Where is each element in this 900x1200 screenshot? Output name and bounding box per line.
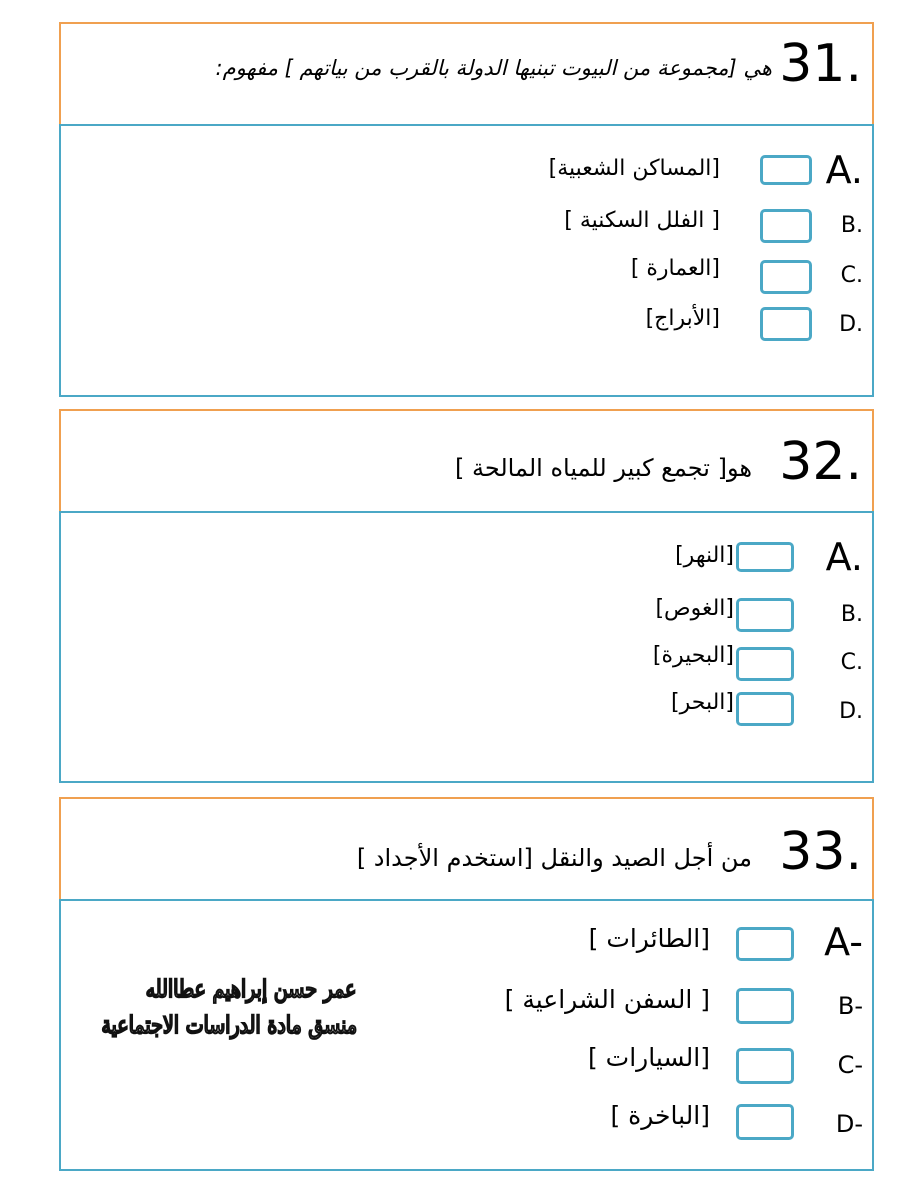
option-32-c-text: [البحيرة] <box>652 643 734 668</box>
option-32-b-checkbox[interactable] <box>736 598 794 632</box>
option-31-a-letter: A. <box>825 148 863 192</box>
option-33-c-checkbox[interactable] <box>736 1048 794 1084</box>
question-33-text: من أجل الصيد والنقل [استخدم الأجداد ] <box>356 844 752 872</box>
option-31-d-checkbox[interactable] <box>760 307 812 341</box>
option-31-c-letter: C. <box>840 263 863 288</box>
option-31-d-letter: D. <box>839 312 863 337</box>
question-32-number: 32. <box>779 432 862 492</box>
option-33-b-letter: B- <box>837 992 863 1020</box>
option-32-b-text: [الغوص] <box>655 596 734 621</box>
option-33-a-checkbox[interactable] <box>736 927 794 961</box>
teacher-signature <box>101 972 357 1103</box>
option-32-a-checkbox[interactable] <box>736 542 794 572</box>
option-31-c-text: [العمارة ] <box>630 256 720 281</box>
question-32-text: هو[ تجمع كبير للمياه المالحة ] <box>455 454 752 482</box>
option-32-a-text: [النهر] <box>675 543 734 568</box>
option-32-d-text: [البحر] <box>671 690 734 715</box>
option-31-b-letter: B. <box>840 213 863 238</box>
option-31-a-text: [المساكن الشعبية] <box>548 156 720 181</box>
option-33-d-letter: D- <box>835 1110 863 1138</box>
option-33-a-letter: A- <box>824 920 863 964</box>
option-32-c-checkbox[interactable] <box>736 647 794 681</box>
question-31-text: هي [مجموعة من البيوت تبنيها الدولة بالقرب من بياتهم ] مفهوم: <box>215 56 772 80</box>
option-33-a-text: [الطائرات ] <box>588 924 710 953</box>
option-33-c-text: [السيارات ] <box>587 1043 710 1072</box>
option-31-c-checkbox[interactable] <box>760 260 812 294</box>
question-31-number: 31. <box>779 34 862 94</box>
option-31-b-text: [ الفلل السكنية ] <box>564 208 720 233</box>
option-31-a-checkbox[interactable] <box>760 155 812 185</box>
question-33-number: 33. <box>779 822 862 882</box>
option-31-d-text: [الأبراج] <box>645 306 720 331</box>
option-32-c-letter: C. <box>840 650 863 675</box>
question-31-options-panel <box>59 124 874 397</box>
signature-title: منسق مادة الدراسات الاجتماعية <box>101 1011 357 1039</box>
signature-name: عمر حسن إبراهيم عطاالله <box>145 975 357 1004</box>
option-33-d-checkbox[interactable] <box>736 1104 794 1140</box>
option-33-b-checkbox[interactable] <box>736 988 794 1024</box>
option-32-d-checkbox[interactable] <box>736 692 794 726</box>
option-32-b-letter: B. <box>840 602 863 627</box>
option-32-d-letter: D. <box>839 699 863 724</box>
option-31-b-checkbox[interactable] <box>760 209 812 243</box>
option-33-d-text: [الباخرة ] <box>610 1101 710 1130</box>
option-33-c-letter: C- <box>837 1051 863 1079</box>
option-32-a-letter: A. <box>825 535 863 579</box>
option-33-b-text: [ السفن الشراعية ] <box>504 985 710 1014</box>
